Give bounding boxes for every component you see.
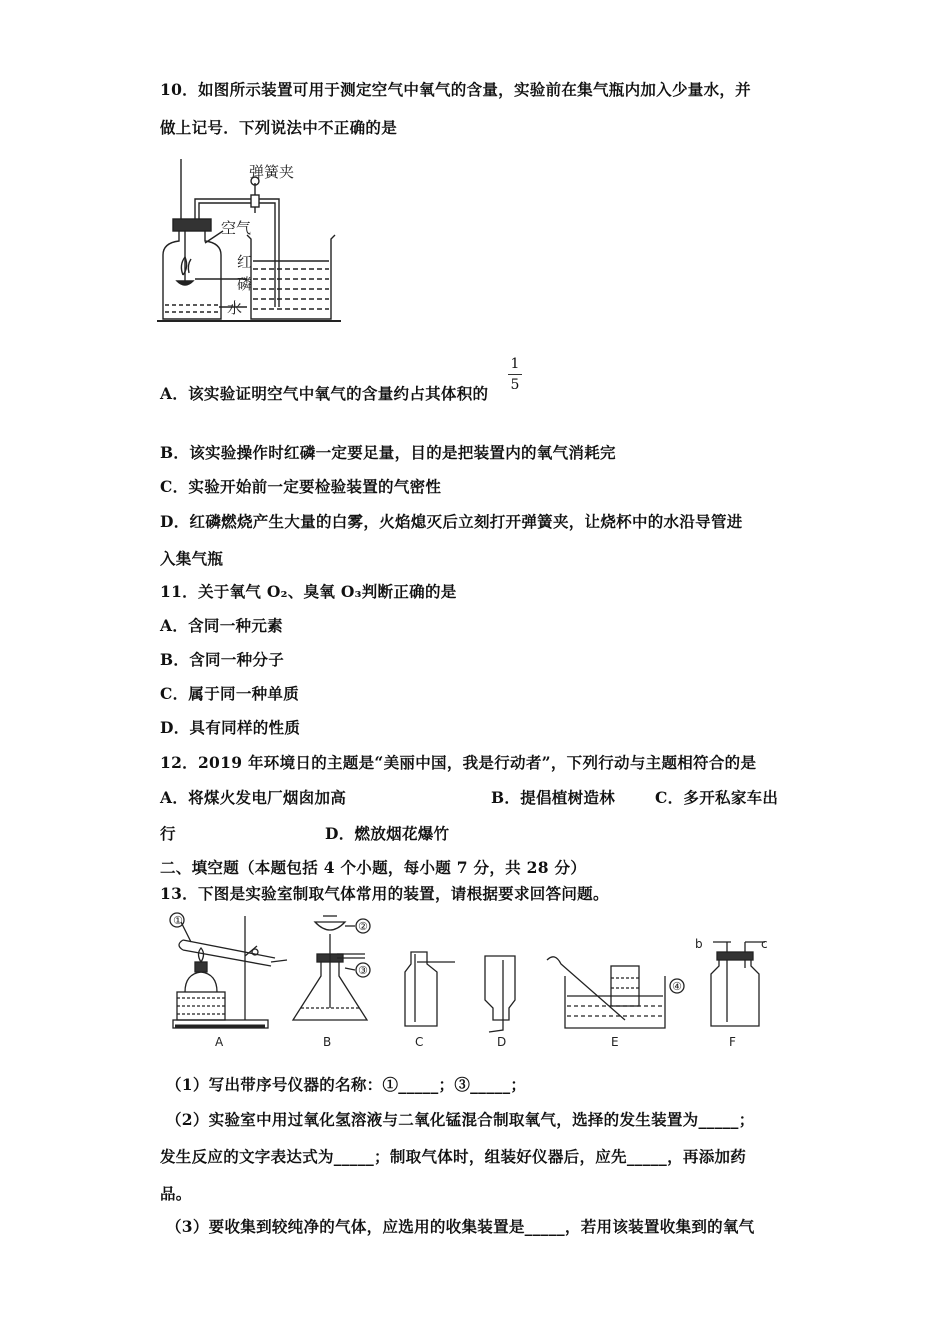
section2-heading: 二、填空题（本题包括 4 个小题，每小题 7 分，共 28 分） xyxy=(160,858,587,877)
q11-option-a: A．含同一种元素 xyxy=(160,616,283,635)
q13-part3-line1: （3）要收集到较纯净的气体，应选用的收集装置是_____，若用该装置收集到的氧气 xyxy=(166,1217,755,1236)
label-c: c xyxy=(761,937,768,951)
q11-stem: 11．关于氧气 O₂、臭氧 O₃判断正确的是 xyxy=(160,582,457,601)
q13-part2-line3: 品。 xyxy=(160,1184,192,1203)
label-F: F xyxy=(729,1035,736,1049)
q13-part2-line2: 发生反应的文字表达式为_____；制取气体时，组装好仪器后，应先_____，再添加药 xyxy=(160,1147,747,1166)
q10-option-d-line2: 入集气瓶 xyxy=(160,549,224,568)
label-air: 空气 xyxy=(221,219,252,237)
q10-stem-line2: 做上记号．下列说法中不正确的是 xyxy=(160,118,398,137)
q13-stem: 13．下图是实验室制取气体常用的装置，请根据要求回答问题。 xyxy=(160,884,609,903)
q11-option-b: B．含同一种分子 xyxy=(160,650,285,669)
q10-option-a xyxy=(160,382,488,404)
fraction-one-fifth xyxy=(508,356,522,393)
q10-option-b: B．该实验操作时红磷一定要足量，目的是把装置内的氧气消耗完 xyxy=(160,443,616,462)
label-E: E xyxy=(611,1035,619,1049)
label-A: A xyxy=(215,1035,224,1049)
fraction-numerator: 1 xyxy=(510,356,520,372)
label-water: 水 xyxy=(227,299,243,317)
q11-option-d: D．具有同样的性质 xyxy=(160,718,301,737)
q12-option-c-part2: 行 xyxy=(160,824,176,843)
label-circle-3: ③ xyxy=(358,964,368,977)
label-D: D xyxy=(497,1035,507,1049)
q12-option-d: D．燃放烟花爆竹 xyxy=(325,824,450,843)
label-red: 红 xyxy=(237,253,253,271)
q10-apparatus-figure xyxy=(155,155,345,327)
q10-option-a-text: A．该实验证明空气中氧气的含量约占其体积的 xyxy=(160,384,489,403)
label-circle-1: ① xyxy=(173,914,183,927)
q13-part1: （1）写出带序号仪器的名称：①_____；③_____； xyxy=(166,1075,527,1094)
q10-option-d-line1: D．红磷燃烧产生大量的白雾，火焰熄灭后立刻打开弹簧夹，让烧杯中的水沿导管进 xyxy=(160,512,743,531)
q13-apparatus-figure xyxy=(165,912,785,1052)
label-circle-4: ④ xyxy=(672,980,682,993)
q10-option-c: C．实验开始前一定要检验装置的气密性 xyxy=(160,477,442,496)
q12-option-a: A．将煤火发电厂烟囱加高 xyxy=(160,788,347,807)
q13-part2-line1: （2）实验室中用过氧化氢溶液与二氧化锰混合制取氧气，选择的发生装置为_____； xyxy=(166,1110,755,1129)
q10-stem-line1: 10．如图所示装置可用于测定空气中氧气的含量，实验前在集气瓶内加入少量水，并 xyxy=(160,80,751,99)
q11-option-c: C．属于同一种单质 xyxy=(160,684,300,703)
label-spring-clamp: 弹簧夹 xyxy=(249,163,295,181)
q12-option-c-part1: C．多开私家车出 xyxy=(655,788,779,807)
label-C: C xyxy=(415,1035,424,1049)
fraction-denominator: 5 xyxy=(510,377,520,393)
q12-option-b: B．提倡植树造林 xyxy=(491,788,616,807)
q12-stem: 12．2019 年环境日的主题是“美丽中国，我是行动者”，下列行动与主题相符合的是 xyxy=(160,753,757,772)
label-B: B xyxy=(323,1035,332,1049)
label-circle-2: ② xyxy=(358,920,368,933)
label-b: b xyxy=(695,937,703,951)
label-phosphorus: 磷 xyxy=(237,275,253,293)
